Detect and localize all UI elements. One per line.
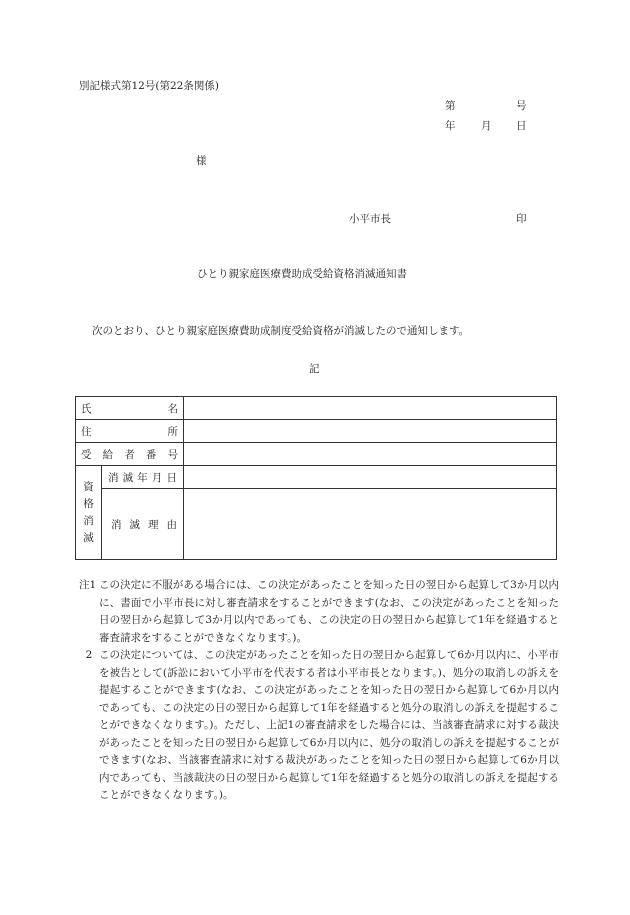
label-char: 番 [145,448,157,461]
name-label [76,397,184,420]
note-text: この決定に不服がある場合には、この決定があったことを知った日の翌日から起算して3か月以内に、書面で小平市長に対し審査請求をすることができます(なお、この決定があったことを知った日の翌日から起算して3か月以内であっても、この決定の日の翌日から起算して1年を経過すると審査請求をすることができなくなります。)。 [99,579,559,644]
note-item [79,647,559,805]
ki-heading: 記 [309,363,320,375]
note-item [79,577,559,647]
label-char: 消 [111,518,122,531]
label-char: 資 [83,480,94,493]
table-row-loss-date [76,466,557,489]
body-text: 次のとおり、ひとり親家庭医療費助成制度受給資格が消滅したので通知します。 [92,325,470,337]
label-char: 住 [81,425,92,438]
issuer-name: 小平市長 [349,213,391,225]
label-char: 受 [81,448,92,461]
address-label [76,420,184,443]
label-char: 理 [148,518,159,531]
loss-reason-label [102,489,184,560]
label-char: 氏 [81,402,92,415]
label-char: 号 [167,448,178,461]
table-row-address [76,420,557,443]
table-row-recipient [76,443,557,466]
label-char: 滅 [129,518,140,531]
label-char: 消 [108,471,119,484]
note-mark: 注1 [79,579,97,591]
address-value [184,420,557,443]
label-char: 月 [151,471,163,484]
recipient-number-label [76,443,184,466]
qualification-loss-label [76,466,102,560]
label-char: 所 [167,425,178,438]
label-char: 年 [137,471,148,484]
date-month: 月 [481,120,492,132]
name-value [184,397,557,420]
number-suffix: 号 [516,100,527,112]
date-day: 日 [516,120,527,132]
label-char: 消 [83,514,94,527]
table-row-name [76,397,557,420]
seal-mark: 印 [516,213,527,225]
label-char: 滅 [122,471,134,484]
label-char: 者 [124,448,135,461]
addressee-honorific: 様 [196,155,207,167]
note-mark: 2 [85,649,93,661]
form-id: 別記様式第12号(第22条関係) [79,80,219,92]
loss-reason-value [184,489,557,560]
table-row-loss-reason [76,489,557,560]
label-char: 由 [166,518,177,531]
document-title: ひとり親家庭医療費助成受給資格消滅通知書 [197,268,407,280]
date-year: 年 [445,120,456,132]
loss-date-value [184,466,557,489]
recipient-number-value [184,443,557,466]
label-char: 格 [83,497,94,510]
number-prefix: 第 [445,100,456,112]
label-char: 給 [102,448,114,461]
notes [79,577,559,805]
label-char: 名 [167,402,178,415]
info-table [75,396,557,560]
label-char: 滅 [83,531,94,544]
label-char: 日 [166,471,177,484]
loss-date-label [102,466,184,489]
note-text: この決定については、この決定があったことを知った日の翌日から起算して6か月以内に、小平市を被告として(訴訟において小平市を代表する者は小平市長となります。)、処分の取消しの訴えを提起することができます(なお、この決定があったことを知った日の翌日から起算して6か月以内であっても、この決定の日の翌日から起算して1年を経過すると処分の取消しの訴えを提起することができなくなります。)。ただし、上記1の審査請求をした場合には、当該審査請求に対する裁決があったことを知った日の翌日から起算して6か月以内に、処分の取消しの訴えを提起することができます(なお、当該審査請求に対する裁決があったことを知った日の翌日から起算して6か月以内であっても、当該裁決の日の翌日から起算して1年を経過すると処分の取消しの訴えを提起することができなくなります。)。 [99,649,559,801]
